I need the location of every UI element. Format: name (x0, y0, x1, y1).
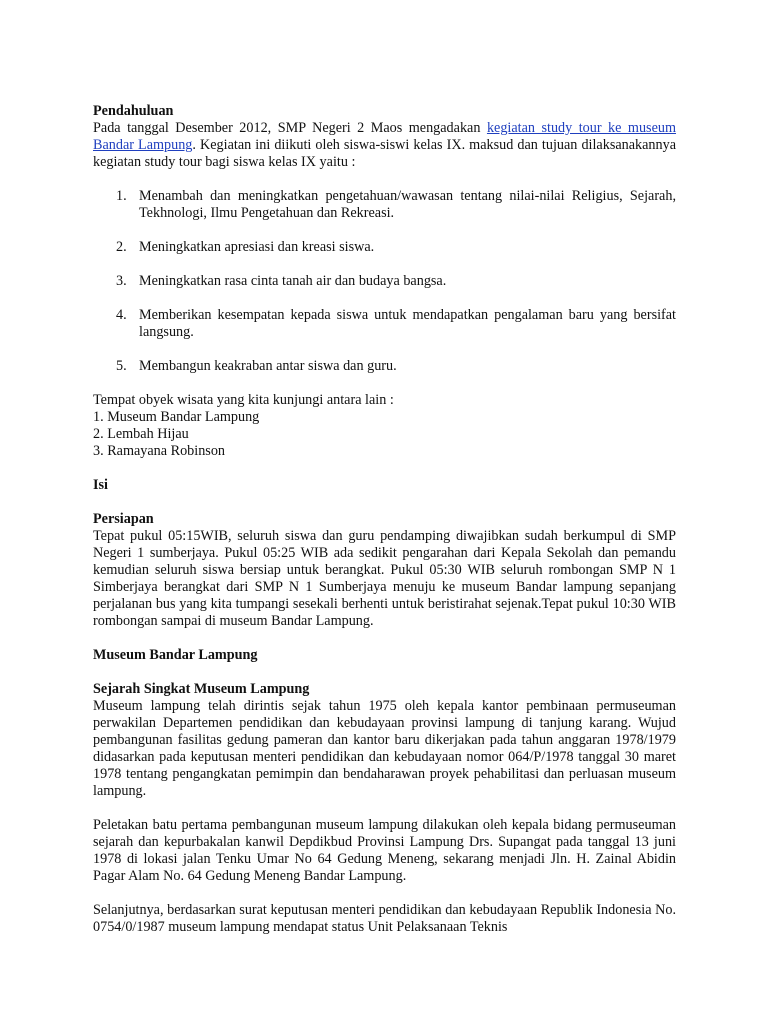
list-item (93, 273, 676, 290)
museum-heading: Museum Bandar Lampung (93, 647, 258, 663)
destinations-section (93, 392, 676, 460)
persiapan-paragraph: Tepat pukul 05:15WIB, seluruh siswa dan guru pendamping diwajibkan sudah berkumpul di SMP Negeri 1 sumberjaya. Pukul 05:25 WIB ada sedikit pengarahan dari Kepala Sekolah dan pemandu kemudian seluruh siswa bersiap untuk berangkat. Pukul 05:30 WIB seluruh rombongan SMP N 1 Simberjaya berangkat dari SMP N 1 Sumberjaya menuju ke museum Bandar lampung sepanjang perjalanan bus yang kita tumpangi sesekali berhenti untuk beristirahat sejenak.Tepat pukul 10:30 WIB rombongan sampai di museum Bandar Lampung. (93, 528, 676, 629)
sejarah-paragraph: Peletakan batu pertama pembangunan museum lampung dilakukan oleh kepala bidang permuseuman sejarah dan kepurbakalan kanwil Depdikbud Provinsi Lampung Drs. Supangat pada tanggal 13 juni 1978 di lokasi jalan Tenku Umar No 64 Gedung Meneng, sekarang menjadi Jln. H. Zainal Abidin Pagar Alam No. 64 Gedung Meneng Bandar Lampung. (93, 817, 676, 884)
isi-heading: Isi (93, 477, 108, 493)
list-item (93, 358, 676, 375)
list-item-number: 1. (116, 188, 127, 204)
list-item-number: 3. (116, 273, 127, 289)
list-item-text: Memberikan kesempatan kepada siswa untuk mendapatkan pengalaman baru yang bersifat langsung. (139, 307, 676, 340)
objectives-list (93, 188, 676, 375)
persiapan-heading: Persiapan (93, 511, 154, 527)
list-item (93, 307, 676, 341)
sejarah-paragraph: Selanjutnya, berdasarkan surat keputusan menteri pendidikan dan kebudayaan Republik Indonesia No. 0754/0/1987 museum lampung mendapat status Unit Pelaksanaan Teknis (93, 902, 676, 935)
list-item-number: 5. (116, 358, 127, 374)
destination-item: 2. Lembah Hijau (93, 426, 189, 442)
list-item (93, 239, 676, 256)
list-item-text: Meningkatkan apresiasi dan kreasi siswa. (139, 239, 375, 255)
intro-heading: Pendahuluan (93, 103, 174, 119)
destination-item: 1. Museum Bandar Lampung (93, 409, 260, 425)
intro-text-after-link: . Kegiatan ini diikuti oleh siswa-siswi kelas IX. maksud dan tujuan dilaksanakannya kegiatan study tour bagi siswa kelas IX yaitu : (93, 137, 676, 170)
list-item-number: 4. (116, 307, 127, 323)
document-page (93, 103, 676, 936)
list-item (93, 188, 676, 222)
sejarah-paragraph: Museum lampung telah dirintis sejak tahun 1975 oleh kepala kantor pembinaan permuseuman perwakilan Departemen pendidikan dan kebudayaan provinsi lampung di tanjung karang. Wujud pembangunan fasilitas gedung pameran dan kantor baru dikerjakan pada tahun anggaran 1978/1979 didasarkan pada keputusan menteri pendidikan dan kebudayaan nomor 064/P/1978 tanggal 30 maret 1978 tentang pengangkatan pemimpin dan bendaharawan proyek pehabilitasi dan perluasan museum lampung. (93, 698, 676, 799)
sejarah-heading: Sejarah Singkat Museum Lampung (93, 681, 310, 697)
destination-item: 3. Ramayana Robinson (93, 443, 226, 459)
list-item-text: Meningkatkan rasa cinta tanah air dan budaya bangsa. (139, 273, 447, 289)
list-item-text: Menambah dan meningkatkan pengetahuan/wawasan tentang nilai-nilai Religius, Sejarah, Tekhnologi, Ilmu Pengetahuan dan Rekreasi. (139, 188, 676, 221)
study-tour-link[interactable]: kegiatan study tour ke museum Bandar Lampung (93, 120, 677, 153)
intro-text-before-link: Pada tanggal Desember 2012, SMP Negeri 2 Maos mengadakan (93, 120, 487, 136)
list-item-number: 2. (116, 239, 127, 255)
intro-paragraph (93, 120, 676, 171)
list-item-text: Membangun keakraban antar siswa dan guru. (139, 358, 397, 374)
destinations-intro: Tempat obyek wisata yang kita kunjungi antara lain : (93, 392, 394, 408)
